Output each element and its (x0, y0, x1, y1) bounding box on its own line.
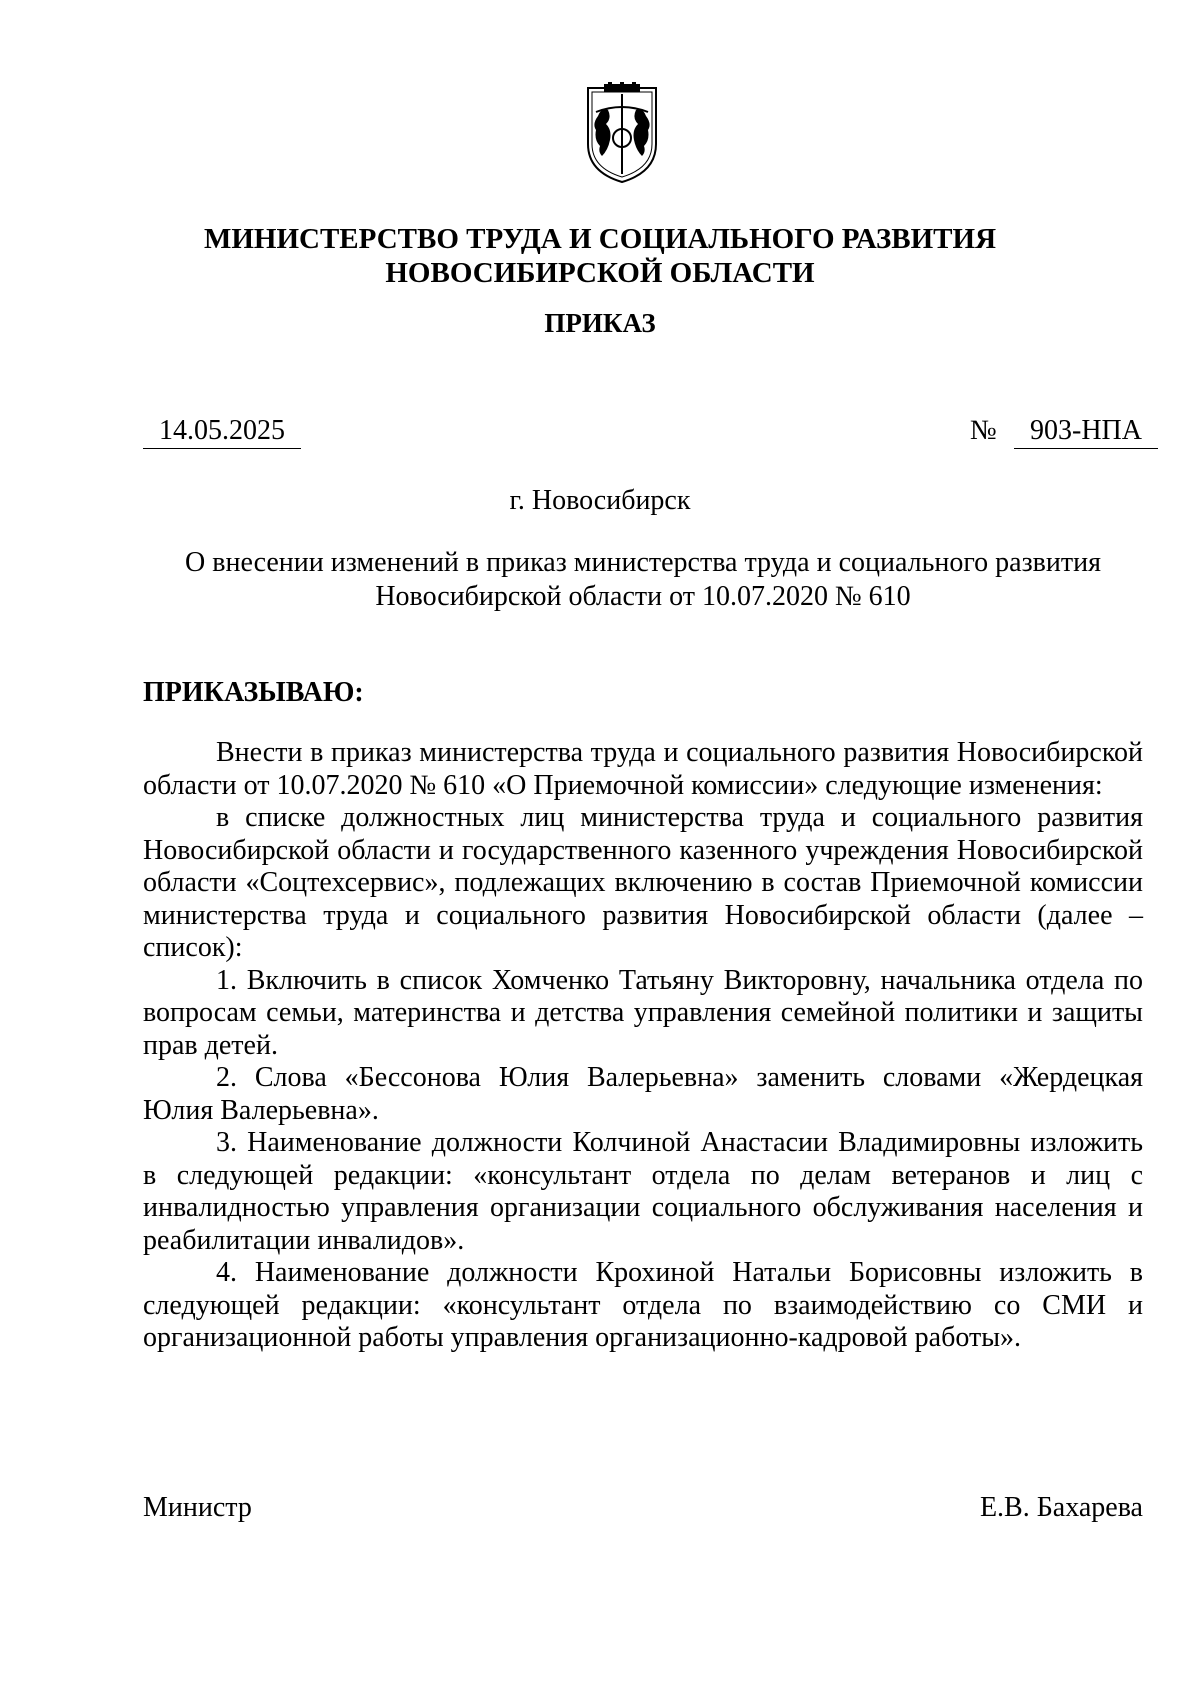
document-body (143, 737, 1143, 1355)
document-date: 14.05.2025 (143, 414, 301, 449)
paragraph: в списке должностных лиц министерства труда и социального развития Новосибирской области и государственного казенного учреждения Новосибирской области «Соцтехсервис», подлежащих включению в состав Приемочной комиссии министерства труда и социального развития Новосибирской области (далее – список): (143, 802, 1143, 963)
document-type: ПРИКАЗ (544, 308, 656, 338)
paragraph: 3. Наименование должности Колчиной Анастасии Владимировны изложить в следующей редакции: «консультант отдела по делам ветеранов и лиц с инвалидностью управления организации социального обслуживания населения и реабилитации инвалидов». (143, 1127, 1143, 1256)
paragraph: 2. Слова «Бессонова Юлия Валерьевна» заменить словами «Жердецкая Юлия Валерьевна». (143, 1062, 1143, 1126)
paragraph: 1. Включить в список Хомченко Татьяну Викторовну, начальника отдела по вопросам семьи, материнства и детства управления семейной политики и защиты прав детей. (143, 964, 1143, 1061)
order-word: ПРИКАЗЫВАЮ: (143, 677, 364, 708)
paragraph: Внести в приказ министерства труда и социального развития Новосибирской области от 10.07.2020 № 610 «О Приемочной комиссии» следующие изменения: (143, 737, 1143, 801)
document-number: 903-НПА (1014, 414, 1158, 449)
ministry-name-line2: НОВОСИБИРСКОЙ ОБЛАСТИ (385, 257, 815, 289)
city: г. Новосибирск (509, 485, 691, 516)
document-subject (143, 546, 1143, 614)
paragraph: 4. Наименование должности Крохиной Натальи Борисовны изложить в следующей редакции: «консультант отдела по взаимодействию со СМИ и организационной работы управления организационно-кадровой работы». (143, 1257, 1143, 1353)
signer-title: Министр (143, 1492, 252, 1523)
number-sign: № (970, 415, 997, 446)
signer-name: Е.В. Бахарева (979, 1492, 1143, 1523)
subject-line1: О внесении изменений в приказ министерства труда и социального развития (185, 547, 1101, 578)
subject-line2: Новосибирской области от 10.07.2020 № 610 (375, 581, 911, 612)
coat-of-arms-icon (582, 82, 662, 186)
ministry-name-line1: МИНИСТЕРСТВО ТРУДА И СОЦИАЛЬНОГО РАЗВИТИЯ (203, 223, 997, 255)
